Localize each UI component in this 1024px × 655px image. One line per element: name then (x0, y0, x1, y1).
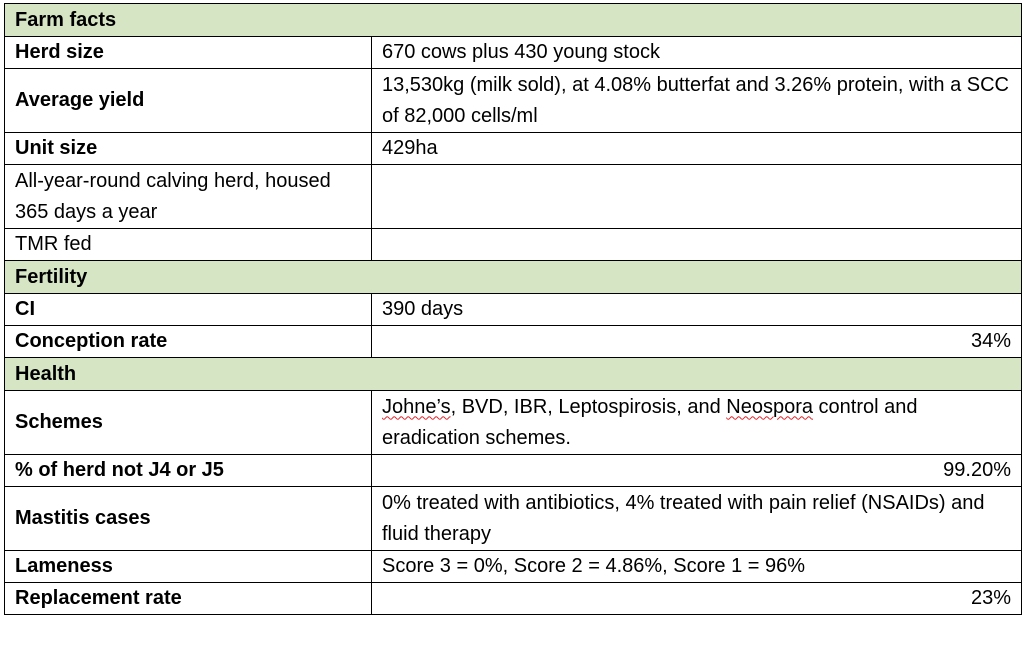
section-header-fertility (5, 261, 1022, 294)
row-label: All-year-round calving herd, housed 365 days a year (5, 165, 372, 229)
row-value (372, 229, 1022, 261)
row-value: Score 3 = 0%, Score 2 = 4.86%, Score 1 = 96% (372, 551, 1022, 583)
row-value: 99.20% (372, 455, 1022, 487)
row-value: Johne’s, BVD, IBR, Leptospirosis, and Neospora control and eradication schemes. (372, 391, 1022, 455)
table-row (5, 455, 1022, 487)
spellcheck-flag: Johne’s (382, 395, 451, 418)
row-label: Average yield (5, 69, 372, 133)
row-value: 13,530kg (milk sold), at 4.08% butterfat and 3.26% protein, with a SCC of 82,000 cells/ml (372, 69, 1022, 133)
table-row (5, 133, 1022, 165)
section-title: Health (5, 358, 1022, 391)
row-label: Conception rate (5, 326, 372, 358)
table-row (5, 37, 1022, 69)
row-value: 390 days (372, 294, 1022, 326)
row-label: Unit size (5, 133, 372, 165)
row-value: 23% (372, 583, 1022, 615)
table-row (5, 487, 1022, 551)
row-value: 670 cows plus 430 young stock (372, 37, 1022, 69)
section-header-health (5, 358, 1022, 391)
row-label: TMR fed (5, 229, 372, 261)
table-row (5, 294, 1022, 326)
row-value: 429ha (372, 133, 1022, 165)
row-label: Replacement rate (5, 583, 372, 615)
row-label: Lameness (5, 551, 372, 583)
row-label: Herd size (5, 37, 372, 69)
row-label: % of herd not J4 or J5 (5, 455, 372, 487)
spellcheck-flag: Neospora (726, 395, 813, 418)
table-row (5, 165, 1022, 229)
table-row (5, 326, 1022, 358)
row-label: Schemes (5, 391, 372, 455)
table-row (5, 69, 1022, 133)
row-label: Mastitis cases (5, 487, 372, 551)
section-header-farm-facts (5, 4, 1022, 37)
section-title: Fertility (5, 261, 1022, 294)
table-row (5, 391, 1022, 455)
row-value: 34% (372, 326, 1022, 358)
table-row (5, 551, 1022, 583)
table-body (5, 4, 1022, 615)
row-value (372, 165, 1022, 229)
row-value: 0% treated with antibiotics, 4% treated with pain relief (NSAIDs) and fluid therapy (372, 487, 1022, 551)
table-row (5, 229, 1022, 261)
row-label: CI (5, 294, 372, 326)
farm-facts-table (4, 3, 1022, 615)
table-row (5, 583, 1022, 615)
section-title: Farm facts (5, 4, 1022, 37)
